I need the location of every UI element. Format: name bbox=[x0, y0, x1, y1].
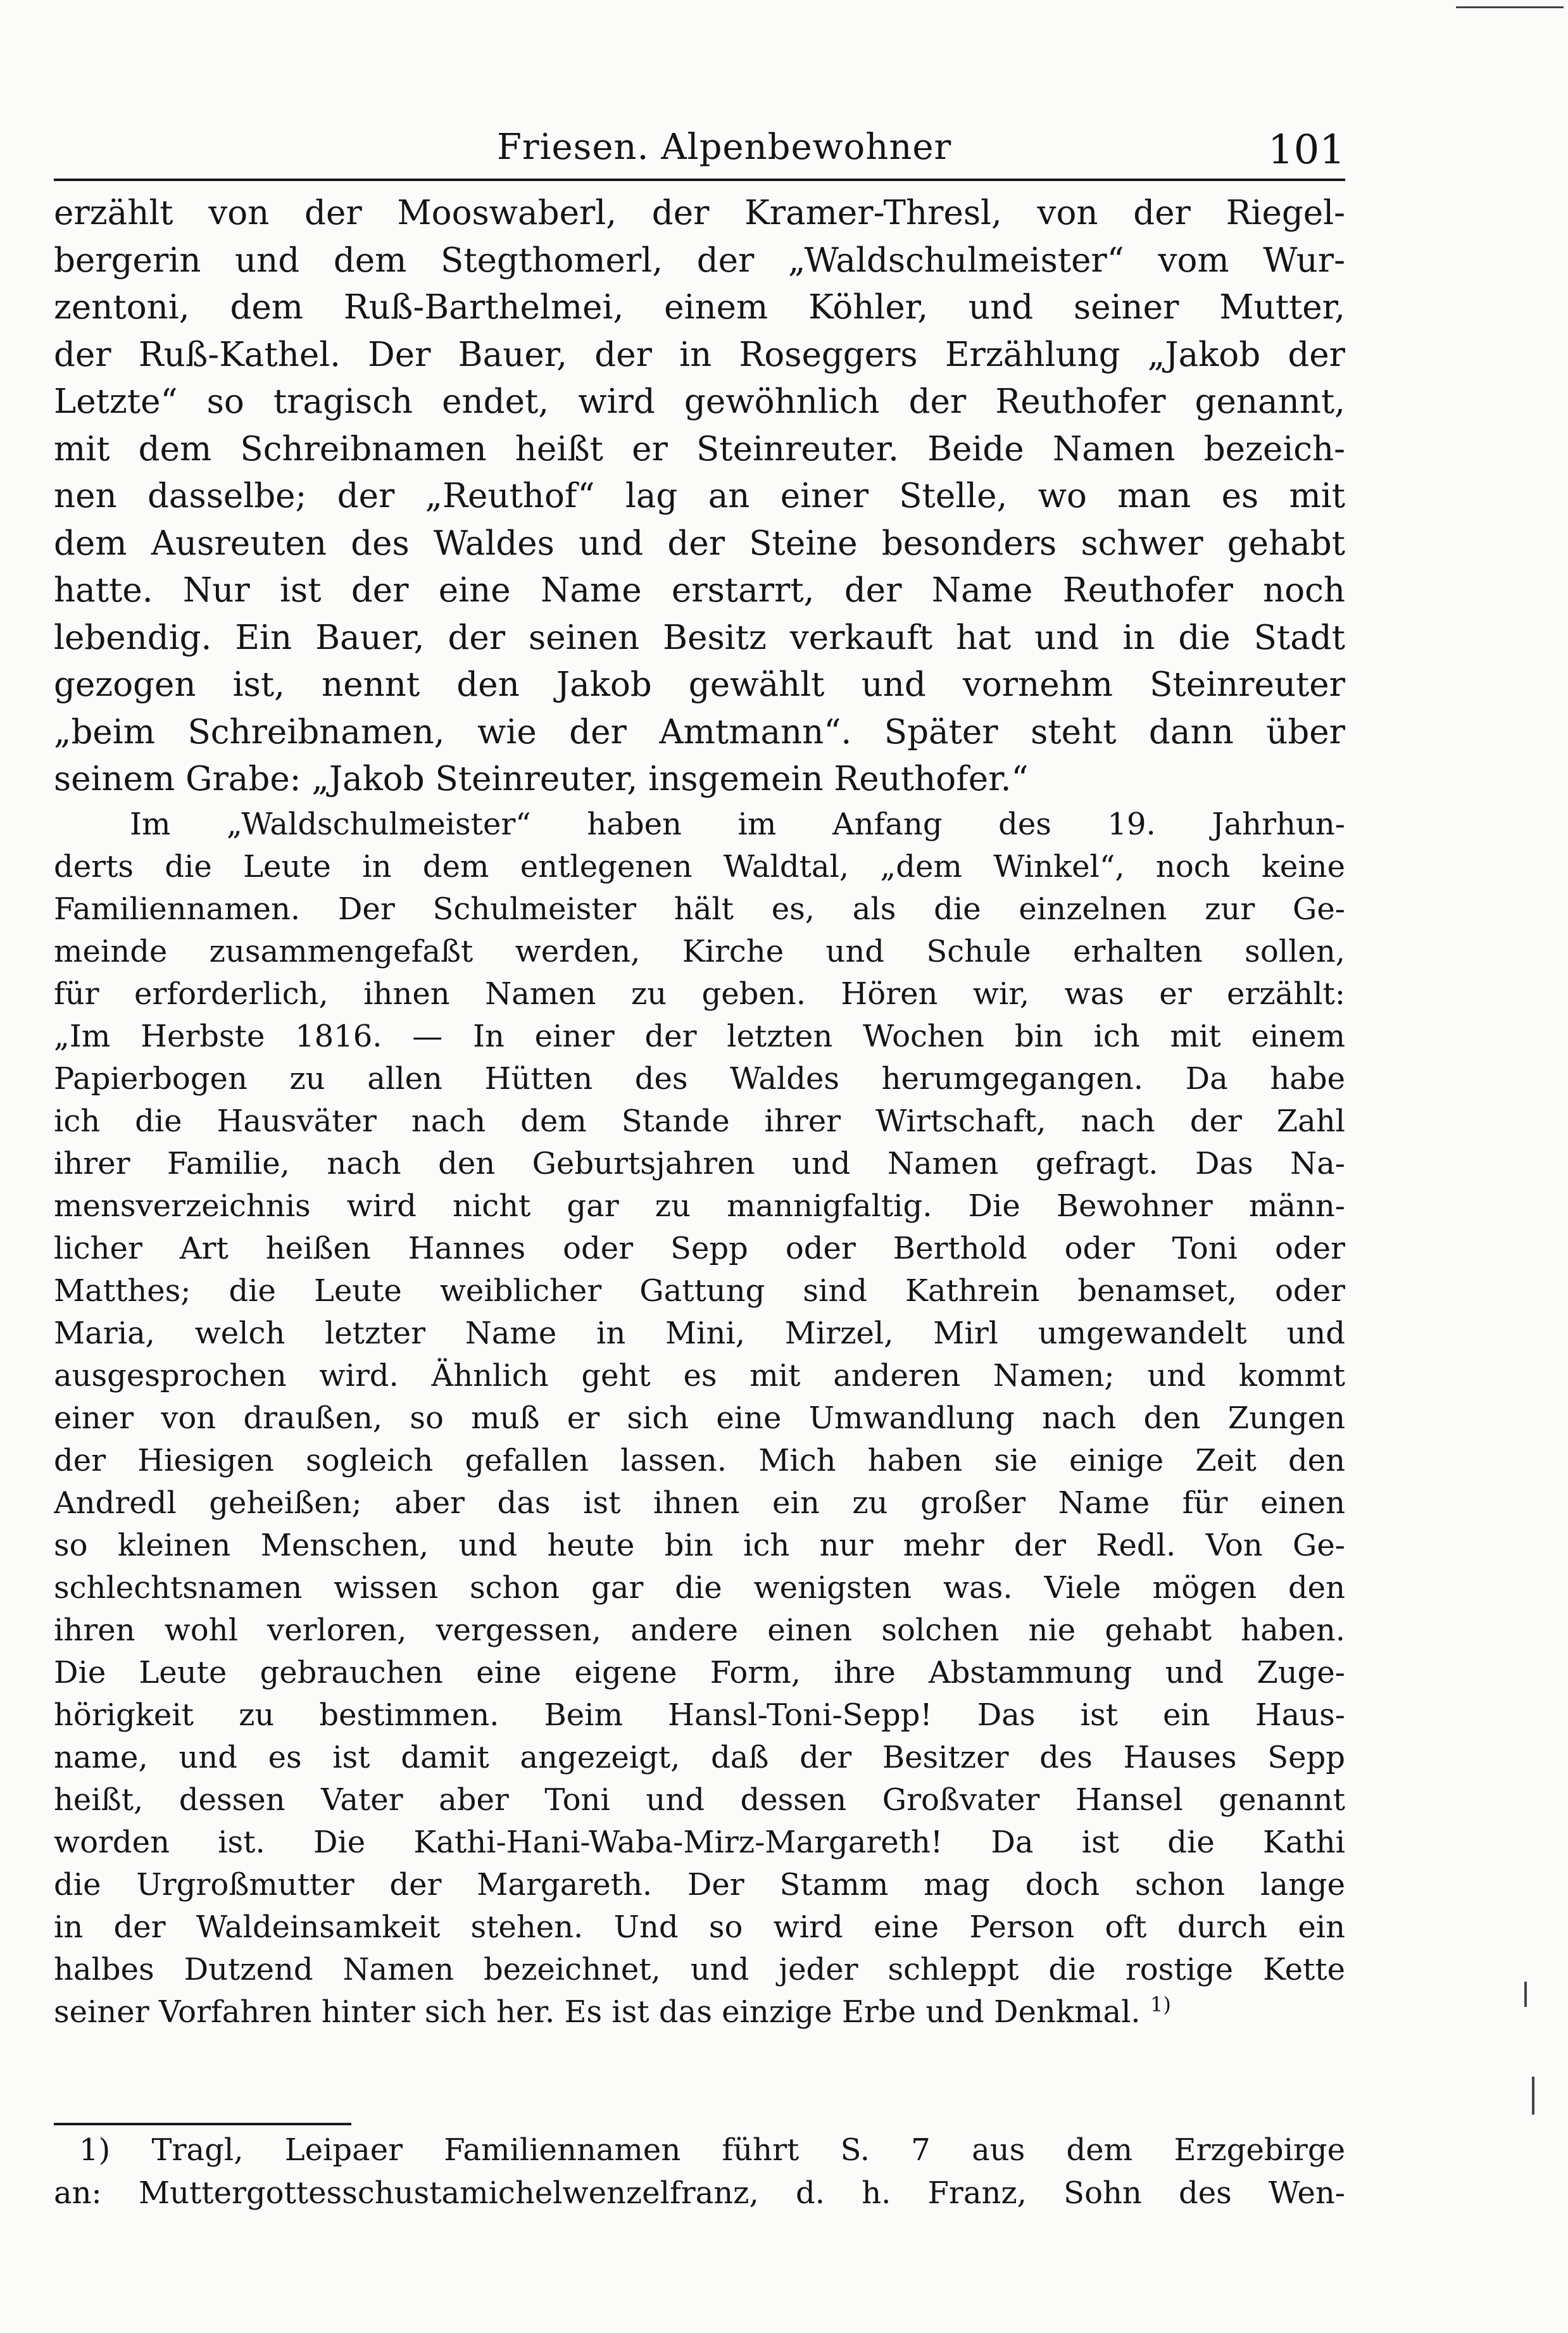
text-line: Papierbogen zu allen Hütten des Waldes herumgegangen. Da habe bbox=[54, 1060, 1345, 1097]
text-line: Die Leute gebrauchen eine eigene Form, ihre Abstammung und Zuge- bbox=[54, 1654, 1345, 1690]
text-line: ihren wohl verloren, vergessen, andere einen solchen nie gehabt haben. bbox=[54, 1612, 1345, 1648]
footnote-line: 1) Tragl, Leipaer Familiennamen führt S. 7 aus dem Erzgebirge bbox=[79, 2132, 1345, 2168]
last-text-line bbox=[54, 1991, 1345, 2034]
text-line: worden ist. Die Kathi-Hani-Waba-Mirz-Margareth! Da ist die Kathi bbox=[54, 1824, 1345, 1860]
running-head: Friesen. Alpenbewohner bbox=[497, 127, 952, 168]
text-line: heißt, dessen Vater aber Toni und dessen Großvater Hansel genannt bbox=[54, 1782, 1345, 1818]
paragraph-1 bbox=[54, 190, 1345, 803]
text-line: ihrer Familie, nach den Geburtsjahren und Namen gefragt. Das Na- bbox=[54, 1145, 1345, 1181]
text-line: ausgesprochen wird. Ähnlich geht es mit anderen Namen; und kommt bbox=[54, 1357, 1345, 1393]
text-line: ich die Hausväter nach dem Stande ihrer Wirtschaft, nach der Zahl bbox=[54, 1103, 1345, 1139]
text-line: zentoni, dem Ruß-Barthelmei, einem Köhler, und seiner Mutter, bbox=[54, 288, 1345, 327]
text-line: so kleinen Menschen, und heute bin ich nur mehr der Redl. Von Ge- bbox=[54, 1527, 1345, 1563]
text-line: Im „Waldschulmeister“ haben im Anfang des 19. Jahrhun- bbox=[130, 806, 1345, 842]
text-line: Familiennamen. Der Schulmeister hält es, als die einzelnen zur Ge- bbox=[54, 891, 1345, 927]
text-line: dem Ausreuten des Waldes und der Steine besonders schwer gehabt bbox=[54, 524, 1345, 563]
text-line: derts die Leute in dem entlegenen Waldtal, „dem Winkel“, noch keine bbox=[54, 848, 1345, 884]
page-number: 101 bbox=[1267, 127, 1345, 173]
text-line: einer von draußen, so muß er sich eine Umwandlung nach den Zungen bbox=[54, 1400, 1345, 1436]
text-line: Matthes; die Leute weiblicher Gattung sind Kathrein benamset, oder bbox=[54, 1273, 1345, 1309]
text-line: halbes Dutzend Namen bezeichnet, und jeder schleppt die rostige Kette bbox=[54, 1951, 1345, 1987]
text-line: lebendig. Ein Bauer, der seinen Besitz verkauft hat und in die Stadt bbox=[54, 618, 1345, 657]
page-header bbox=[54, 127, 1345, 184]
text-line-content: seiner Vorfahren hinter sich her. Es ist das einzige Erbe und Denkmal. bbox=[54, 1994, 1141, 2030]
text-line: die Urgroßmutter der Margareth. Der Stamm mag doch schon lange bbox=[54, 1866, 1345, 1902]
body-text bbox=[54, 190, 1345, 2034]
text-line: gezogen ist, nennt den Jakob gewählt und vornehm Steinreuter bbox=[54, 665, 1345, 704]
footnotes bbox=[54, 2129, 1345, 2215]
text-line: nen dasselbe; der „Reuthof“ lag an einer Stelle, wo man es mit bbox=[54, 477, 1345, 515]
text-line: „Im Herbste 1816. — In einer der letzten Wochen bin ich mit einem bbox=[54, 1018, 1345, 1054]
footnote-line: an: Muttergottesschustamichelwenzelfranz, d. h. Franz, Sohn des Wen- bbox=[54, 2175, 1345, 2211]
text-line: mensverzeichnis wird nicht gar zu mannigfaltig. Die Bewohner männ- bbox=[54, 1188, 1345, 1224]
text-line: hatte. Nur ist der eine Name erstarrt, der Name Reuthofer noch bbox=[54, 571, 1345, 610]
text-line: mit dem Schreibnamen heißt er Steinreuter. Beide Namen bezeich- bbox=[54, 429, 1345, 468]
text-line: erzählt von der Mooswaberl, der Kramer-Thresl, von der Riegel- bbox=[54, 194, 1345, 232]
text-line: Maria, welch letzter Name in Mini, Mirzel, Mirl umgewandelt und bbox=[54, 1315, 1345, 1351]
text-line: seinem Grabe: „Jakob Steinreuter, insgemein Reuthofer.“ bbox=[54, 760, 1029, 798]
scan-mark bbox=[1456, 6, 1564, 8]
scan-mark bbox=[1524, 1982, 1527, 2007]
paragraph-2 bbox=[54, 803, 1345, 2034]
text-line: licher Art heißen Hannes oder Sepp oder Berthold oder Toni oder bbox=[54, 1230, 1345, 1266]
text-line: „beim Schreibnamen, wie der Amtmann“. Später steht dann über bbox=[54, 712, 1345, 751]
text-line: name, und es ist damit angezeigt, daß der Besitzer des Hauses Sepp bbox=[54, 1739, 1345, 1775]
text-line: bergerin und dem Stegthomerl, der „Waldschulmeister“ vom Wur- bbox=[54, 241, 1345, 280]
text-line: für erforderlich, ihnen Namen zu geben. Hören wir, was er erzählt: bbox=[54, 976, 1345, 1012]
text-line: meinde zusammengefaßt werden, Kirche und Schule erhalten sollen, bbox=[54, 933, 1345, 969]
text-line: in der Waldeinsamkeit stehen. Und so wird eine Person oft durch ein bbox=[54, 1909, 1345, 1945]
scan-mark bbox=[1532, 2077, 1534, 2115]
text-line: Letzte“ so tragisch endet, wird gewöhnlich der Reuthofer genannt, bbox=[54, 382, 1345, 421]
text-line: hörigkeit zu bestimmen. Beim Hansl-Toni-Sepp! Das ist ein Haus- bbox=[54, 1697, 1345, 1733]
text-line: schlechtsnamen wissen schon gar die wenigsten was. Viele mögen den bbox=[54, 1569, 1345, 1606]
text-line: Andredl geheißen; aber das ist ihnen ein zu großer Name für einen bbox=[54, 1485, 1345, 1521]
footnote-reference: 1) bbox=[1150, 1992, 1171, 2016]
header-rule bbox=[54, 179, 1345, 181]
text-line: der Hiesigen sogleich gefallen lassen. Mich haben sie einige Zeit den bbox=[54, 1442, 1345, 1478]
text-line: der Ruß-Kathel. Der Bauer, der in Roseggers Erzählung „Jakob der bbox=[54, 335, 1345, 374]
footnote-rule bbox=[54, 2123, 351, 2125]
